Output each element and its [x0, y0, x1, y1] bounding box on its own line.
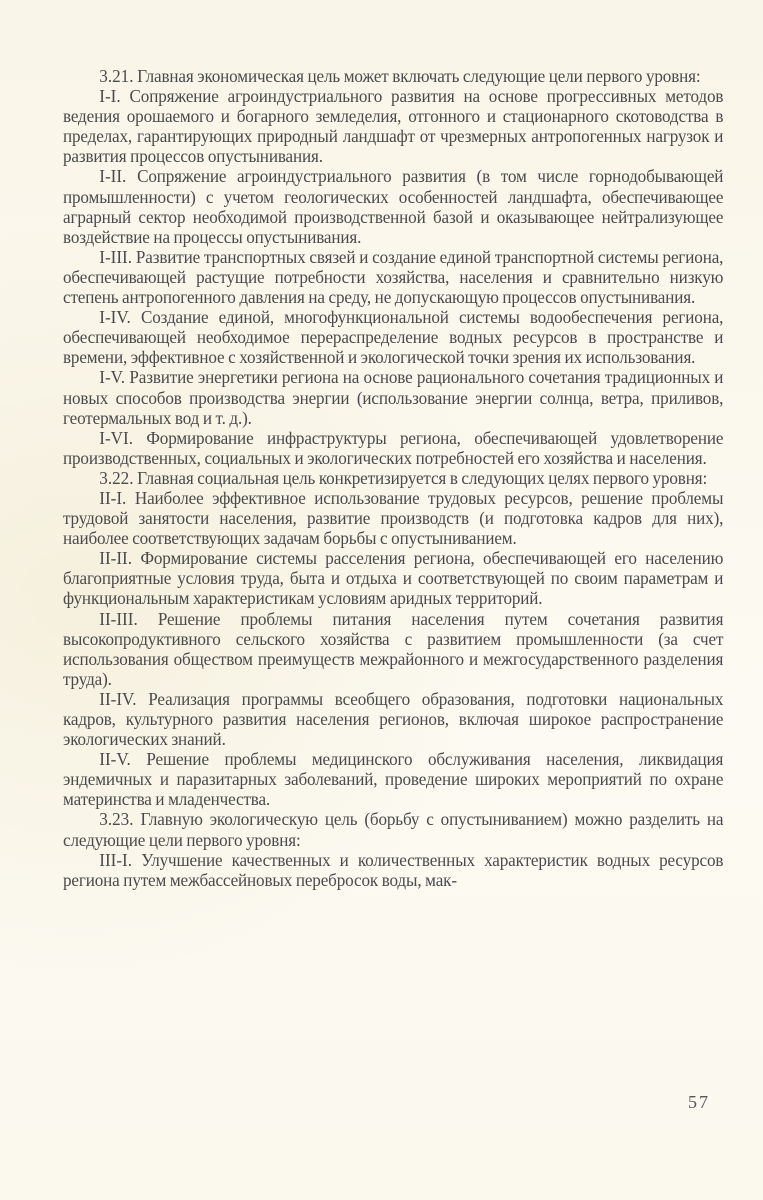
- paragraph-text: Сопряжение агроиндустриального развития (в том числе горнодобывающей промышленности) с учетом геологических особенностей ландшафта, обеспечивающее аграрный сектор необходимой производственной базой и оказывающее нейтрализующее воздействие на процессы опустынивания.: [63, 166, 724, 247]
- item-label: I-VI.: [99, 427, 133, 448]
- paragraph-II-IV: [63, 689, 723, 749]
- paragraph-text: Развитие транспортных связей и создание единой транспортной системы региона, обеспечивающей растущие потребности хозяйства, населения и сравнительно низкую степень антропогенного давления на среду, не допускающую процессов опустынивания.: [63, 246, 724, 308]
- item-label: II-V.: [99, 749, 131, 770]
- paragraph-text: Решение проблемы питания населения путем сочетания развития высокопродуктивного сельского хозяйства с развитием промышленности (за счет использования обществом преимуществ межрайонного и межгосударственного разделения труда).: [63, 608, 724, 689]
- paragraph-3-23: [63, 809, 723, 849]
- paragraph-text: Главная экономическая цель может включать следующие цели первого уровня:: [133, 66, 701, 86]
- paragraph-II-I: [63, 488, 723, 548]
- paragraph-text: Главную экологическую цель (борьбу с опустыниванием) можно разделить на следующие цели первого уровня:: [63, 809, 724, 850]
- item-label: I-V.: [99, 367, 126, 388]
- paragraph-I-I: [63, 86, 723, 166]
- section-label: 3.22.: [99, 467, 134, 488]
- item-label: I-IV.: [99, 307, 131, 328]
- paragraph-text: Развитие энергетики региона на основе рационального сочетания традиционных и новых способов производства энергии (использование энергии солнца, ветра, приливов, геотермальных вод и т. д.).: [63, 367, 724, 428]
- paragraph-text: Улучшение качественных и количественных характеристик водных ресурсов региона путем межбассейновых перебросок воды, мак-: [63, 849, 724, 890]
- paragraph-text: Наиболее эффективное использование трудовых ресурсов, решение проблемы трудовой занятости населения, развитие производств (и подготовка кадров для них), наиболее соответствующих задачам борьбы с опустыниванием.: [63, 487, 724, 549]
- paragraph-text: Решение проблемы медицинского обслуживания населения, ликвидация эндемичных и паразитарных заболеваний, проведение широких мероприятий по охране материнства и младенчества.: [63, 749, 724, 810]
- section-label: 3.23.: [99, 809, 134, 830]
- item-label: II-II.: [99, 548, 133, 569]
- paragraph-I-II: [63, 166, 723, 246]
- paragraph-II-II: [63, 548, 723, 608]
- item-label: II-III.: [99, 608, 138, 629]
- item-label: II-IV.: [99, 688, 137, 709]
- item-label: I-I.: [99, 86, 121, 107]
- paragraph-3-22: [63, 468, 723, 488]
- paragraph-3-21: [63, 66, 723, 86]
- page-number: 57: [688, 1092, 710, 1112]
- paragraph-III-I: [63, 850, 723, 890]
- paragraph-text: Главная социальная цель конкретизируется в следующих целях первого уровня:: [133, 467, 708, 488]
- section-label: 3.21.: [99, 66, 134, 86]
- item-label: III-I.: [99, 849, 133, 870]
- paragraph-text: Реализация программы всеобщего образования, подготовки национальных кадров, культурного развития населения регионов, включая широкое распространение экологических знаний.: [63, 688, 724, 750]
- paragraph-I-IV: [63, 307, 723, 367]
- item-label: I-II.: [99, 166, 127, 187]
- item-label: II-I.: [99, 487, 127, 508]
- paragraph-text: Формирование инфраструктуры региона, обеспечивающей удовлетворение производственных, социальных и экологических потребностей его хозяйства и населения.: [63, 427, 724, 468]
- paragraph-I-V: [63, 367, 723, 427]
- paragraph-text: Формирование системы расселения региона, обеспечивающей его населению благоприятные условия труда, быта и отдыха и соответствующей по своим параметрам и функциональным характеристикам условиям аридных территорий.: [63, 548, 724, 609]
- paragraph-text: Создание единой, многофункциональной системы водообеспечения региона, обеспечивающей необходимое перераспределение водных ресурсов в пространстве и времени, эффективное с хозяйственной и экологической точки зрения их использования.: [63, 307, 724, 368]
- paragraph-I-III: [63, 247, 723, 307]
- document-page: [63, 66, 723, 890]
- item-label: I-III.: [99, 246, 133, 267]
- paragraph-II-V: [63, 749, 723, 809]
- paragraph-II-III: [63, 609, 723, 689]
- paragraph-text: Сопряжение агроиндустриального развития на основе прогрессивных методов ведения орошаемого и богарного земледелия, отгонного и стационарного скотоводства в пределах, гарантирующих природный ландшафт от чрезмерных антропогенных нагрузок и развития процессов опустынивания.: [63, 86, 724, 167]
- paragraph-I-VI: [63, 428, 723, 468]
